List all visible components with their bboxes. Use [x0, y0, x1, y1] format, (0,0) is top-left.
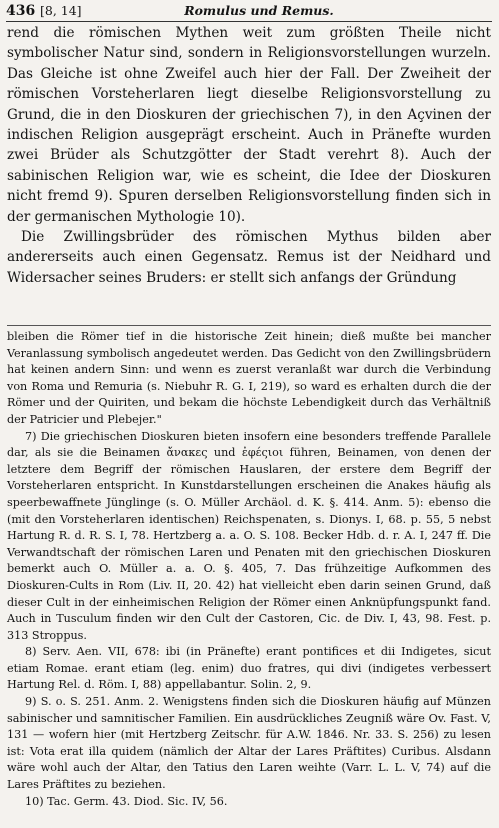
footnote-7: 7) Die griechischen Dioskuren bieten insofern eine besonders treffende Parallele dar, als sie die Beinamen ἄνακες und ἐφέςιοι führen, Beinamen, von denen der letztere dem Begriff der römischen Hauslaren, der erstere dem Begriff der Vorsteherlaren entspricht. In Kunstdarstellungen erscheinen die Anakes häufig als speerbewaffnete Jünglinge (s. O. Müller Archäol. d. K. §. 414. Anm. 5): ebenso die (mit den Vorsteherlaren identischen) Reichspenaten, s. Dionys. I, 68. p. 55, 5 nebst Hartung R. d. R. S. I, 78. Hertzberg a. a. O. S. 108. Becker Hdb. d. r. A. I, 247 ff. Die Verwandtschaft der römischen Laren und Penaten mit den griechischen Dioskuren bemerkt auch O. Müller a. a. O. §. 405, 7. Das frühzeitige Aufkommen des Dioskuren-Cults in Rom (Liv. II, 20. 42) hat vielleicht eben darin seinen Grund, daß dieser Cult in der einheimischen Religion der Römer einen Anknüpfungspunkt fand. Auch in Tusculum finden wir den Cult der Castoren, Cic. de Div. I, 43, 98. Fest. p. 313 Stroppus. — [7, 429, 491, 642]
running-header — [6, 2, 492, 20]
main-text — [7, 23, 491, 288]
running-title: Romulus und Remus. — [184, 3, 334, 18]
footnotes — [7, 329, 491, 810]
footnote-8: 8) Serv. Aen. VII, 678: ibi (in Pränefte) erant pontifices et dii Indigetes, sicut etiam Romae. erant etiam (leg. enim) duo fratres, qui divi (indigetes verbessert Hartung Rel. d. Röm. I, 88) appellabantur. Solin. 2, 9. — [7, 645, 491, 692]
body-paragraph-1: rend die römischen Mythen weit zum größten Theile nicht symbolischer Natur sind, sondern in Religionsvorstellungen wurzeln. Das Gleiche ist ohne Zweifel auch hier der Fall. Der Zweiheit der römischen Vorsteherlaren liegt dieselbe Religionsvorstellung zu Grund, die in den Dioskuren der griechischen 7), in den Açvinen der indischen Religion ausgeprägt erscheint. Auch in Pränefte wurden zwei Brüder als Schutzgötter der Stadt verehrt 8). Auch der sabinischen Religion war, wie es scheint, die Idee der Dioskuren nicht fremd 9). Spuren derselben Religionsvorstellung finden sich in der germanischen Mythologie 10). — [7, 25, 491, 225]
footnote-rule — [7, 325, 491, 326]
footnote-continuation: bleiben die Römer tief in die historische Zeit hinein; dieß mußte bei mancher Veranlassung symbolisch angedeutet werden. Das Gedicht von den Zwillingsbrüdern hat keinen andern Sinn: und wenn es zuerst veranlaßt war durch die Verbindung von Roma und Remuria (s. Niebuhr R. G. I, 219), so ward es erhalten durch die der Römer und der Quiriten, und bekam die höchste Lebendigkeit durch das Verhältniß der Patricier und Plebejer." — [7, 330, 491, 426]
footnote-10: 10) Tac. Germ. 43. Diod. Sic. IV, 56. — [25, 794, 228, 808]
header-rule — [6, 21, 492, 22]
footnote-9: 9) S. o. S. 251. Anm. 2. Wenigstens finden sich die Dioskuren häufig auf Münzen sabinischer und samnitischer Familien. Ein ausdrückliches Zeugniß wäre Ov. Fast. V, 131 — wofern hier (mit Hertzberg Zeitschr. für A.W. 1846. Nr. 33. S. 256) zu lesen ist: Vota erat illa quidem (nämlich der Altar der Lares Präftites) Curibus. Alsdann wäre wohl auch der Altar, den Tatius den Laren weihte (Varr. L. L. V, 74) auf die Lares Präftites zu beziehen. — [7, 695, 491, 792]
body-paragraph-2: Die Zwillingsbrüder des römischen Mythus bilden aber andererseits auch einen Gegensatz. Remus ist der Neidhard und Widersacher seines Bruders: er stellt sich anfangs der Gründung — [7, 229, 491, 286]
section-reference: [8, 14] — [40, 3, 82, 18]
page-number: 436 — [6, 3, 36, 19]
